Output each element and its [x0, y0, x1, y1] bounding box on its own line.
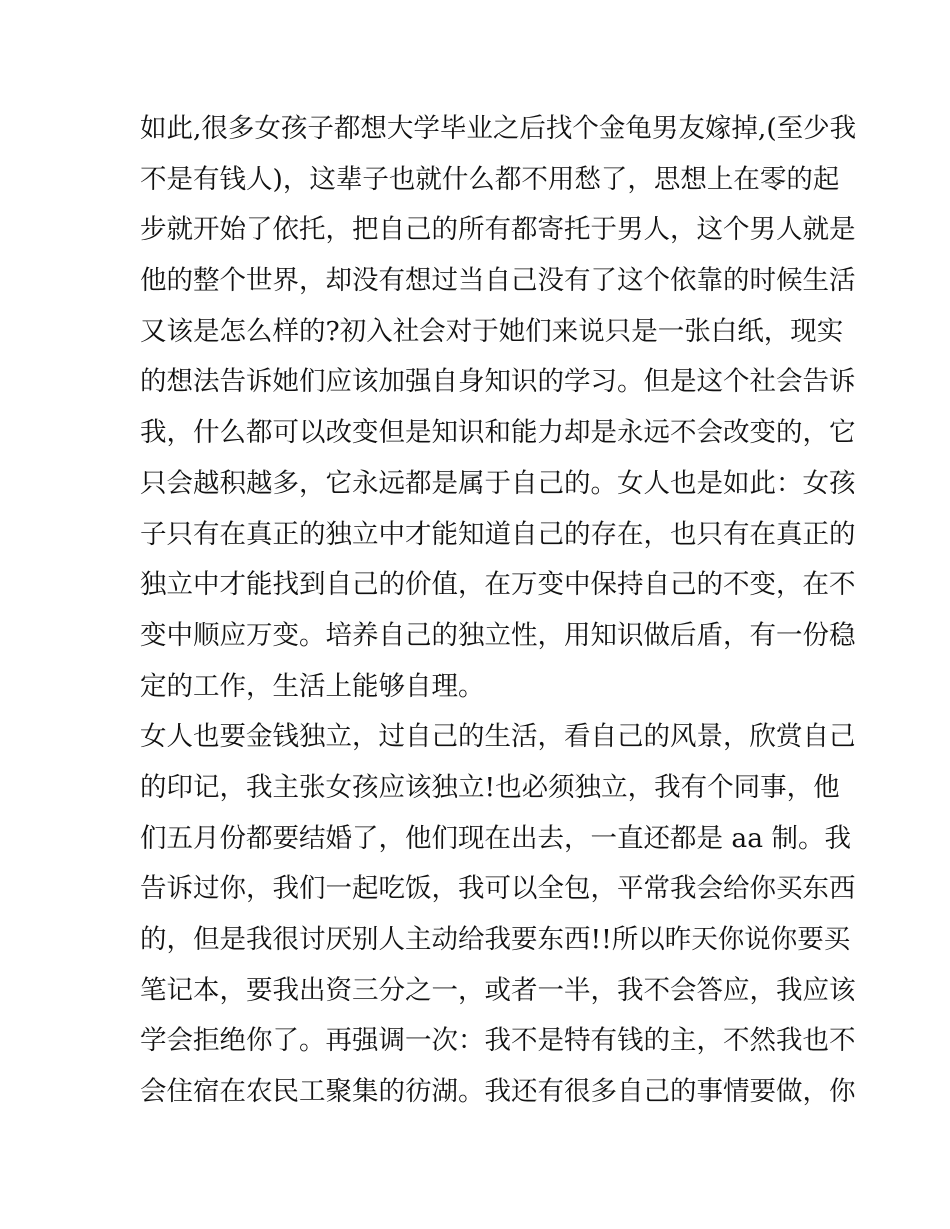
- text-line: 我，什么都可以改变但是知识和能力却是永远不会改变的，它: [140, 417, 856, 449]
- text-line: 学会拒绝你了。再强调一次：我不是特有钱的主，不然我也不: [140, 1025, 856, 1057]
- text-line: 只会越积越多，它永远都是属于自己的。女人也是如此：女孩: [140, 467, 856, 499]
- text-line: 会住宿在农民工聚集的彷湖。我还有很多自己的事情要做，你: [140, 1076, 856, 1108]
- text-line: 子只有在真正的独立中才能知道自己的存在，也只有在真正的: [140, 518, 856, 550]
- text-line: 们五月份都要结婚了，他们现在出去，一直还都是 aa 制。我: [140, 822, 851, 854]
- text-line: 笔记本，要我出资三分之一，或者一半，我不会答应，我应该: [140, 974, 856, 1006]
- text-line: 变中顺应万变。培养自己的独立性，用知识做后盾，有一份稳: [140, 619, 856, 651]
- text-line: 不是有钱人)，这辈子也就什么都不用愁了，思想上在零的起: [140, 163, 840, 195]
- text-line: 告诉过你，我们一起吃饭，我可以全包，平常我会给你买东西: [140, 873, 856, 905]
- text-line: 如此,很多女孩子都想大学毕业之后找个金龟男友嫁掉,(至少我: [140, 113, 857, 144]
- text-line: 独立中才能找到自己的价值，在万变中保持自己的不变，在不: [140, 569, 856, 601]
- text-line: 步就开始了依托，把自己的所有都寄托于男人，这个男人就是: [140, 214, 856, 246]
- paragraph-1: [140, 104, 857, 712]
- paragraph-2: [140, 712, 856, 1118]
- body-text: [140, 104, 857, 1118]
- text-line: 的，但是我很讨厌别人主动给我要东西!!所以昨天你说你要买: [140, 924, 851, 955]
- text-line: 的想法告诉她们应该加强自身知识的学习。但是这个社会告诉: [140, 366, 856, 398]
- text-line: 他的整个世界，却没有想过当自己没有了这个依靠的时候生活: [140, 265, 856, 297]
- text-line: 定的工作，生活上能够自理。: [140, 670, 485, 702]
- text-line: 的印记，我主张女孩应该独立!也必须独立，我有个同事，他: [140, 771, 840, 803]
- text-line: 女人也要金钱独立，过自己的生活，看自己的风景，欣赏自己: [140, 721, 856, 753]
- text-line: 又该是怎么样的?初入社会对于她们来说只是一张白纸，现实: [140, 315, 844, 347]
